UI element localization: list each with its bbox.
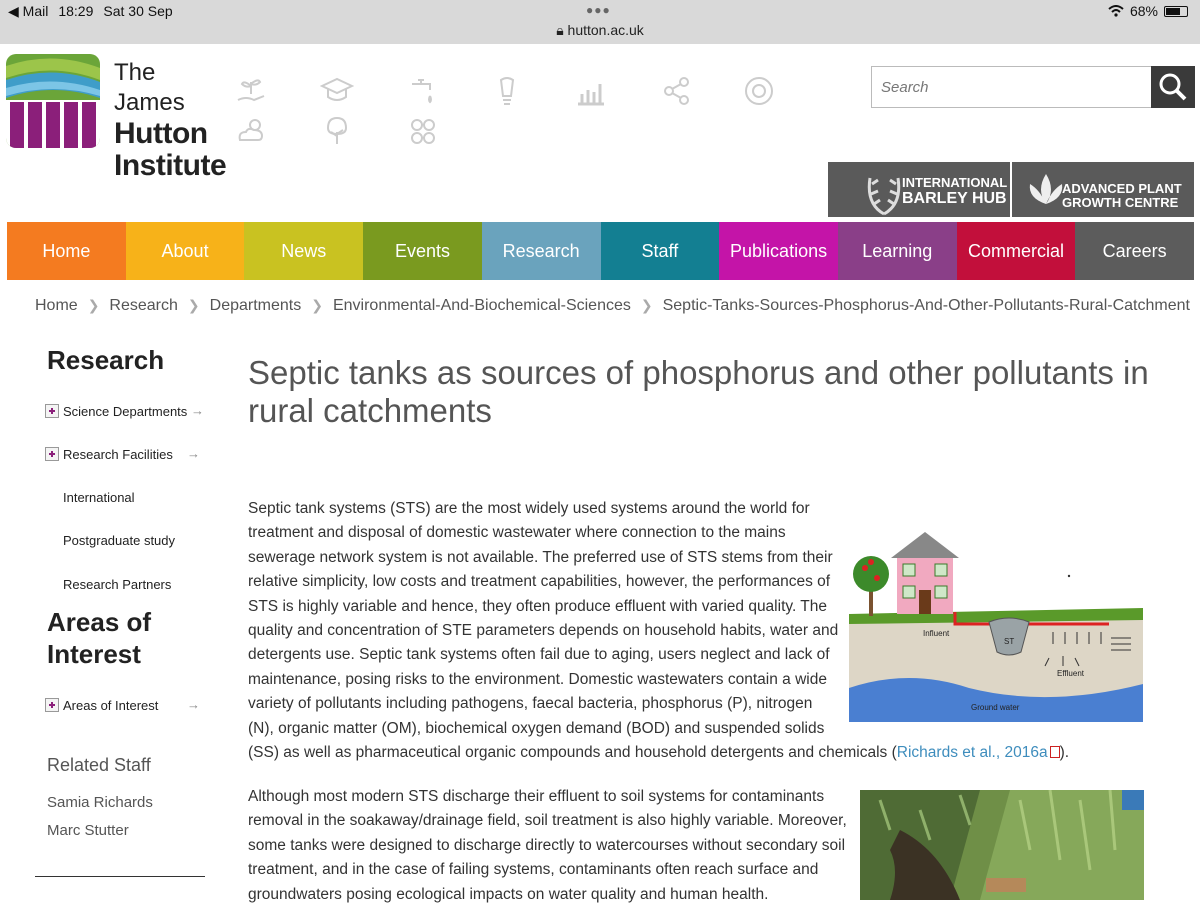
nav-home[interactable]: Home [7, 222, 126, 280]
people-group-icon[interactable] [406, 114, 440, 148]
stream-photo [860, 790, 1144, 900]
search-input[interactable] [872, 67, 1148, 107]
nav-events[interactable]: Events [363, 222, 482, 280]
sidebar-item-label: Research Facilities [63, 447, 173, 462]
nav-commercial[interactable]: Commercial [957, 222, 1076, 280]
staff-link-samia-richards[interactable]: Samia Richards [47, 794, 153, 811]
citation-link-richards-2016a[interactable]: Richards et al., 2016a [896, 744, 1048, 762]
battery-percent: 68% [1129, 3, 1158, 19]
paragraph-line: (N), organic matter (OM), biochemical oxygen demand (BOD) and suspended solids [248, 719, 825, 737]
breadcrumb-item[interactable]: Research [109, 297, 178, 314]
paragraph-line: groundwaters posing ecological impacts on water quality and human health. [248, 885, 769, 903]
nav-research[interactable]: Research [482, 222, 601, 280]
nav-learning[interactable]: Learning [838, 222, 957, 280]
institute-logo[interactable] [6, 54, 227, 182]
weather-icon[interactable] [234, 114, 268, 148]
recycle-globe-icon[interactable] [742, 74, 776, 108]
sidebar-divider [35, 876, 205, 877]
search-box [871, 66, 1195, 108]
sidebar-item-international[interactable] [45, 488, 205, 508]
staff-link-marc-stutter[interactable]: Marc Stutter [47, 822, 129, 839]
sidebar-item-label: Research Partners [63, 577, 172, 592]
text-span: (SS) as well as pharmaceutical organic compounds and household detergents and chemicals ( [248, 744, 897, 762]
breadcrumb-item: Septic-Tanks-Sources-Phosphorus-And-Other-Pollutants-Rural-Catchment [662, 297, 1190, 314]
sidebar-item-label: Science Departments [63, 404, 188, 419]
article-paragraph-2 [248, 785, 847, 907]
diagram-label-ground-water: Ground water [971, 703, 1020, 712]
lotus-icon [1026, 170, 1066, 210]
plant-centre-line-2: GROWTH CENTRE [1062, 195, 1179, 210]
sidebar-item-label: Areas of Interest [63, 698, 159, 713]
bar-chart-icon[interactable] [574, 74, 608, 108]
logo-mark [6, 54, 100, 148]
breadcrumb-separator-icon: ❯ [187, 297, 200, 313]
paragraph-line: quality and concentration of STE parameters depends on household habits, water and [248, 622, 839, 640]
logo-line-2: Hutton [114, 117, 208, 150]
paragraph-line: maintenance, posing risks to the environment. Domestic wastewaters contain a wide [248, 670, 827, 688]
breadcrumb-item[interactable]: Departments [209, 297, 302, 314]
search-icon [1151, 66, 1195, 108]
breadcrumb [35, 297, 1190, 315]
barley-wreath-icon [864, 164, 904, 216]
breadcrumb-item[interactable]: Home [35, 297, 78, 314]
paragraph-line: detergents use. Septic tank systems often fail due to aging, users neglect and lack of [248, 646, 830, 664]
paragraph-line: treatment and disposal of domestic wastewater where connection to the mains [248, 524, 786, 542]
share-nodes-icon[interactable] [660, 74, 694, 108]
breadcrumb-separator-icon: ❯ [311, 297, 323, 313]
paragraph-line [248, 741, 1069, 765]
back-to-mail-link[interactable]: ◀ Mail [8, 3, 49, 19]
battery-icon [1164, 6, 1188, 17]
lock-icon: 🔒︎ [556, 22, 564, 38]
nav-staff[interactable]: Staff [601, 222, 720, 280]
research-heading: Research [47, 345, 165, 375]
expand-plus-icon[interactable] [45, 698, 59, 712]
paragraph-line: some tanks were designed to discharge directly to watercourses without secondary soil [248, 836, 846, 854]
paragraph-line: Although most modern STS discharge their effluent to soil systems for contaminants [248, 788, 825, 805]
arrow-right-icon: → [191, 403, 204, 418]
sidebar-item-label: International [63, 490, 135, 505]
advanced-plant-growth-banner[interactable] [1012, 162, 1194, 217]
sidebar-item-areas-of-interest[interactable] [45, 696, 205, 716]
barley-hub-banner[interactable] [828, 162, 1010, 217]
date: Sat 30 Sep [103, 3, 173, 19]
wifi-icon [1108, 5, 1124, 17]
sidebar-item-postgraduate-study[interactable] [45, 531, 205, 551]
sidebar-item-science-departments[interactable] [45, 402, 205, 422]
areas-heading-line-2: Interest [47, 639, 141, 669]
expand-plus-icon[interactable] [45, 447, 59, 461]
paragraph-line: treatment, and in the case of failing systems, contaminants often reach surface and [248, 861, 819, 879]
barley-hub-line-1: INTERNATIONAL [902, 175, 1008, 190]
status-bar [0, 0, 1200, 44]
breadcrumb-separator-icon: ❯ [87, 297, 100, 313]
nav-publications[interactable]: Publications [719, 222, 838, 280]
paragraph-line: STS is highly variable and hence, they often produce effluent with varied quality. The [248, 597, 828, 615]
light-bulb-icon[interactable] [490, 74, 524, 108]
related-staff-heading: Related Staff [47, 755, 151, 775]
plant-hand-icon[interactable] [234, 74, 268, 108]
arrow-right-icon: → [187, 446, 200, 461]
arrow-right-icon: → [187, 697, 200, 712]
page-title: Septic tanks as sources of phosphorus and other pollutants in rural catchments [248, 354, 1149, 429]
barley-hub-line-2: BARLEY HUB [902, 190, 1007, 207]
septic-tank-diagram [849, 528, 1143, 722]
topic-icons [232, 70, 792, 150]
nav-about[interactable]: About [126, 222, 245, 280]
time: 18:29 [58, 3, 94, 19]
paragraph-line: variety of pollutants including pathogens, faecal bacteria, phosphorus (P), nitrogen [248, 695, 813, 713]
pdf-icon[interactable] [1050, 746, 1060, 758]
logo-line-3: Institute [114, 149, 227, 182]
url-text: hutton.ac.uk [567, 22, 644, 38]
breadcrumb-item[interactable]: Environmental-And-Biochemical-Sciences [332, 297, 631, 314]
diagram-label-influent: Influent [923, 629, 950, 638]
diagram-label-effluent: Effluent [1057, 669, 1084, 678]
water-tap-icon[interactable] [406, 74, 440, 108]
text-span: ). [1059, 744, 1070, 762]
tree-icon[interactable] [320, 114, 354, 148]
paragraph-line: relative simplicity, low costs and treatment capabilities, however, the performances of [248, 573, 831, 591]
expand-plus-icon[interactable] [45, 404, 59, 418]
sidebar-item-research-facilities[interactable] [45, 445, 205, 465]
nav-news[interactable]: News [244, 222, 363, 280]
sidebar-item-research-partners[interactable] [45, 575, 205, 595]
logo-line-1: The James [114, 59, 185, 116]
paragraph-line: sewerage network system is not available. The preferred use of STS stems from their [248, 548, 833, 566]
address-bar[interactable] [0, 22, 1200, 39]
nav-careers[interactable]: Careers [1075, 222, 1194, 280]
multitasking-dots-icon[interactable]: ●●● [586, 3, 611, 17]
breadcrumb-separator-icon: ❯ [640, 297, 653, 313]
graduation-cap-icon[interactable] [320, 74, 354, 108]
paragraph-line: removal in the soakaway/drainage field, soil treatment is also highly variable. Moreover, [248, 812, 847, 830]
main-nav [7, 222, 1194, 280]
plant-centre-line-1: ADVANCED PLANT [1062, 181, 1182, 196]
sidebar-item-label: Postgraduate study [63, 533, 176, 548]
areas-heading-line-1: Areas of [47, 607, 152, 637]
paragraph-line: Septic tank systems (STS) are the most widely used systems around the world for [248, 500, 810, 517]
diagram-label-st: ST [1004, 637, 1015, 646]
search-button[interactable] [1151, 66, 1195, 108]
